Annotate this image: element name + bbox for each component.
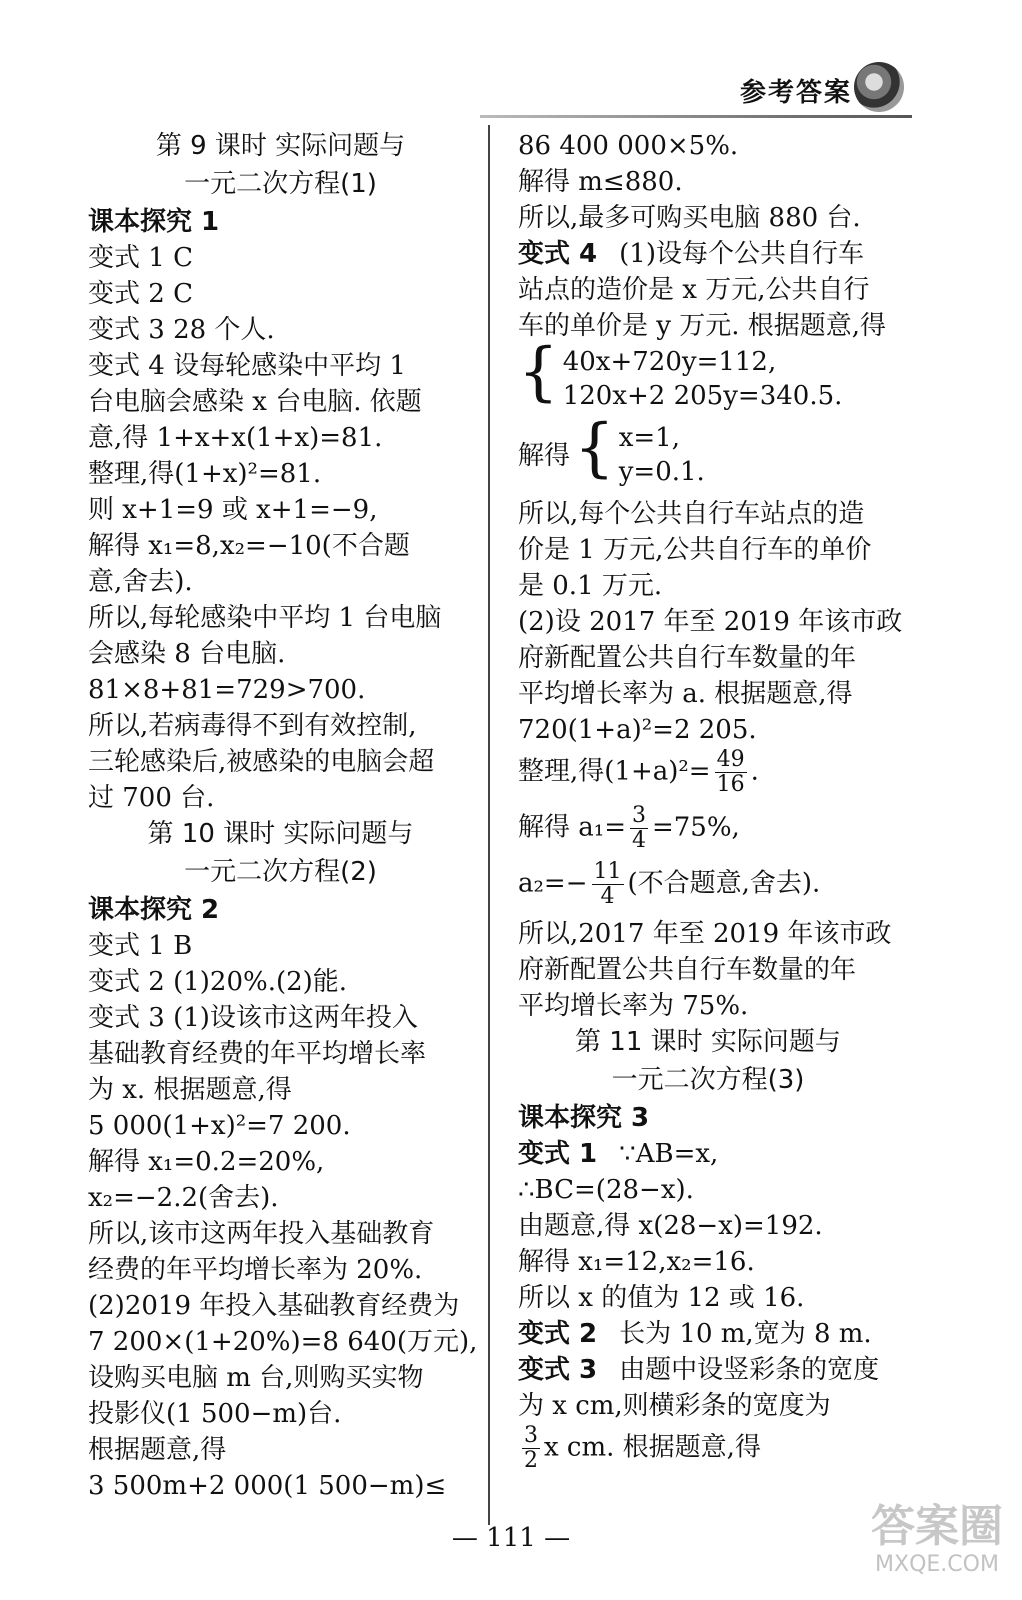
- lesson-subtitle: 一元二次方程(3): [611, 1065, 805, 1095]
- numerator: 11: [593, 859, 622, 884]
- answer-line: 基础教育经费的年平均增长率: [88, 1039, 427, 1069]
- answer-line: [518, 1316, 898, 1352]
- answer-text: 由题中设竖彩条的宽度: [619, 1355, 880, 1385]
- fraction: [592, 860, 624, 909]
- answer-line: x₂=−2.2(舍去).: [88, 1183, 279, 1213]
- equation-system: [518, 335, 898, 420]
- answer-line: 所以 x 的值为 12 或 16.: [518, 1283, 805, 1313]
- answer-line: 车的单价是 y 万元. 根据题意,得: [518, 311, 887, 341]
- math-text: a₂=−: [518, 868, 588, 899]
- answer-line: 所以,2017 年至 2019 年该市政: [518, 919, 892, 949]
- math-text: (不合题意,舍去).: [627, 868, 821, 899]
- lesson-title: 第 10 课时 实际问题与: [147, 819, 414, 849]
- answer-text: ∵AB=x,: [619, 1139, 719, 1169]
- answer-line: 站点的造价是 x 万元,公共自行: [518, 275, 870, 305]
- page-number: — 111 —: [451, 1523, 571, 1553]
- lesson-title: 第 9 课时 实际问题与: [155, 131, 406, 161]
- numerator: 3: [631, 803, 646, 828]
- answer-line: 720(1+a)²=2 205.: [518, 715, 757, 745]
- equation-line: x=1,: [618, 423, 680, 453]
- answer-line: 府新配置公共自行车数量的年: [518, 643, 857, 673]
- fraction-line: [518, 804, 898, 860]
- answer-line: 解得 x₁=12,x₂=16.: [518, 1247, 755, 1277]
- answer-line: 5 000(1+x)²=7 200.: [88, 1111, 351, 1141]
- answer-line: 台电脑会感染 x 台电脑. 依题: [88, 387, 422, 417]
- answer-line: 所以,每轮感染中平均 1 台电脑: [88, 603, 442, 633]
- variant-label: 变式 4: [518, 239, 598, 269]
- answer-line: 变式 1 B: [88, 931, 193, 961]
- equation-line: 120x+2 205y=340.5.: [562, 381, 843, 411]
- answer-line: 意,舍去).: [88, 567, 193, 597]
- watermark-logo: [862, 1502, 1012, 1592]
- math-text: =75%,: [651, 812, 740, 843]
- section-heading: 课本探究 2: [88, 895, 220, 925]
- fraction-line: [518, 748, 898, 804]
- answer-line: 81×8+81=729>700.: [88, 675, 366, 705]
- numerator: 49: [716, 747, 745, 772]
- answer-line: 整理,得(1+x)²=81.: [88, 459, 322, 489]
- answer-line: 变式 4 设每轮感染中平均 1: [88, 351, 406, 381]
- answer-line: 所以,若病毒得不到有效控制,: [88, 711, 417, 741]
- answer-line: 府新配置公共自行车数量的年: [518, 955, 857, 985]
- equation-line: 40x+720y=112,: [562, 347, 777, 377]
- equation-line: y=0.1.: [618, 457, 705, 487]
- answer-line: 过 700 台.: [88, 783, 215, 813]
- solution-system: [518, 411, 898, 496]
- answer-line: 变式 3 (1)设该市这两年投入: [88, 1003, 418, 1033]
- variant-label: 变式 2: [518, 1319, 598, 1349]
- answer-line: 会感染 8 台电脑.: [88, 639, 286, 669]
- answer-line: 解得 x₁=0.2=20%,: [88, 1147, 325, 1177]
- denominator: 2: [524, 1448, 538, 1473]
- answer-line: 设购买电脑 m 台,则购买实物: [88, 1363, 424, 1393]
- fraction: [715, 748, 747, 797]
- header-title: 参考答案: [739, 78, 852, 108]
- left-column: [88, 128, 478, 1504]
- answer-line: 解得 m≤880.: [518, 167, 683, 197]
- fraction: [522, 1424, 540, 1473]
- denominator: 4: [631, 828, 646, 853]
- section-heading: 课本探究 1: [88, 207, 220, 237]
- fraction-line: [518, 860, 898, 916]
- answer-line: 变式 3 28 个人.: [88, 315, 275, 345]
- answer-line: 所以,最多可购买电脑 880 台.: [518, 203, 861, 233]
- lesson-title: 第 11 课时 实际问题与: [575, 1027, 841, 1057]
- section-heading: 课本探究 3: [518, 1103, 650, 1133]
- answer-line: [518, 1352, 898, 1388]
- answer-line: 意,得 1+x+x(1+x)=81.: [88, 423, 383, 453]
- fraction-line: [518, 1424, 898, 1480]
- answer-line: 经费的年平均增长率为 20%.: [88, 1255, 423, 1285]
- answer-line: 变式 2 (1)20%.(2)能.: [88, 967, 348, 997]
- answer-line: (2)设 2017 年至 2019 年该市政: [518, 607, 903, 637]
- answer-line: 则 x+1=9 或 x+1=−9,: [88, 495, 378, 525]
- lesson-subtitle: 一元二次方程(2): [184, 857, 377, 887]
- math-text: .: [750, 756, 759, 787]
- denominator: 16: [716, 772, 745, 797]
- header-rule: [480, 115, 912, 118]
- page-header: [0, 0, 1022, 120]
- answer-line: (2)2019 年投入基础教育经费为: [88, 1291, 460, 1321]
- answer-text: 长为 10 m,宽为 8 m.: [619, 1319, 872, 1349]
- right-column: [518, 128, 903, 1480]
- answer-line: 所以,该市这两年投入基础教育: [88, 1219, 435, 1249]
- answer-line: 7 200×(1+20%)=8 640(万元),: [88, 1327, 478, 1357]
- numerator: 3: [524, 1423, 538, 1448]
- answer-line: 平均增长率为 a. 根据题意,得: [518, 679, 853, 709]
- answer-text: (1)设每个公共自行车: [619, 239, 864, 269]
- globe-emblem-icon: [854, 62, 904, 112]
- watermark-text: 答案圈: [871, 1501, 1003, 1552]
- variant-label: 变式 3: [518, 1355, 598, 1385]
- answer-line: 解得 x₁=8,x₂=−10(不合题: [88, 531, 410, 561]
- left-brace-icon: {: [518, 335, 559, 409]
- column-divider: [488, 125, 490, 1525]
- fraction: [630, 804, 648, 853]
- math-text: x cm. 根据题意,得: [544, 1432, 761, 1463]
- answer-line: 是 0.1 万元.: [518, 571, 663, 601]
- variant-label: 变式 1: [518, 1139, 598, 1169]
- answer-line: 价是 1 万元,公共自行车的单价: [518, 535, 872, 565]
- answer-line: 为 x cm,则横彩条的宽度为: [518, 1391, 831, 1421]
- answer-line: 86 400 000×5%.: [518, 131, 739, 161]
- denominator: 4: [600, 884, 615, 909]
- answer-line: [518, 236, 898, 272]
- left-brace-icon: {: [574, 411, 615, 485]
- answer-line: 由题意,得 x(28−x)=192.: [518, 1211, 823, 1241]
- lesson-subtitle: 一元二次方程(1): [184, 169, 377, 199]
- answer-line: 为 x. 根据题意,得: [88, 1075, 292, 1105]
- math-text: 整理,得(1+a)²=: [518, 756, 711, 787]
- answer-line: 3 500m+2 000(1 500−m)≤: [88, 1471, 447, 1501]
- answer-line: 平均增长率为 75%.: [518, 991, 749, 1021]
- answer-line: 变式 2 C: [88, 279, 193, 309]
- answer-line: 投影仪(1 500−m)台.: [88, 1399, 342, 1429]
- answer-line: 所以,每个公共自行车站点的造: [518, 499, 865, 529]
- answer-line: 根据题意,得: [88, 1435, 227, 1465]
- math-text: 解得 a₁=: [518, 812, 626, 843]
- answer-line: 三轮感染后,被感染的电脑会超: [88, 747, 435, 777]
- answer-line: [518, 1136, 898, 1172]
- answer-line: ∴BC=(28−x).: [518, 1175, 694, 1205]
- answer-line: 变式 1 C: [88, 243, 193, 273]
- watermark-url: MXQE.COM: [875, 1552, 999, 1577]
- solution-prefix: 解得: [518, 441, 571, 471]
